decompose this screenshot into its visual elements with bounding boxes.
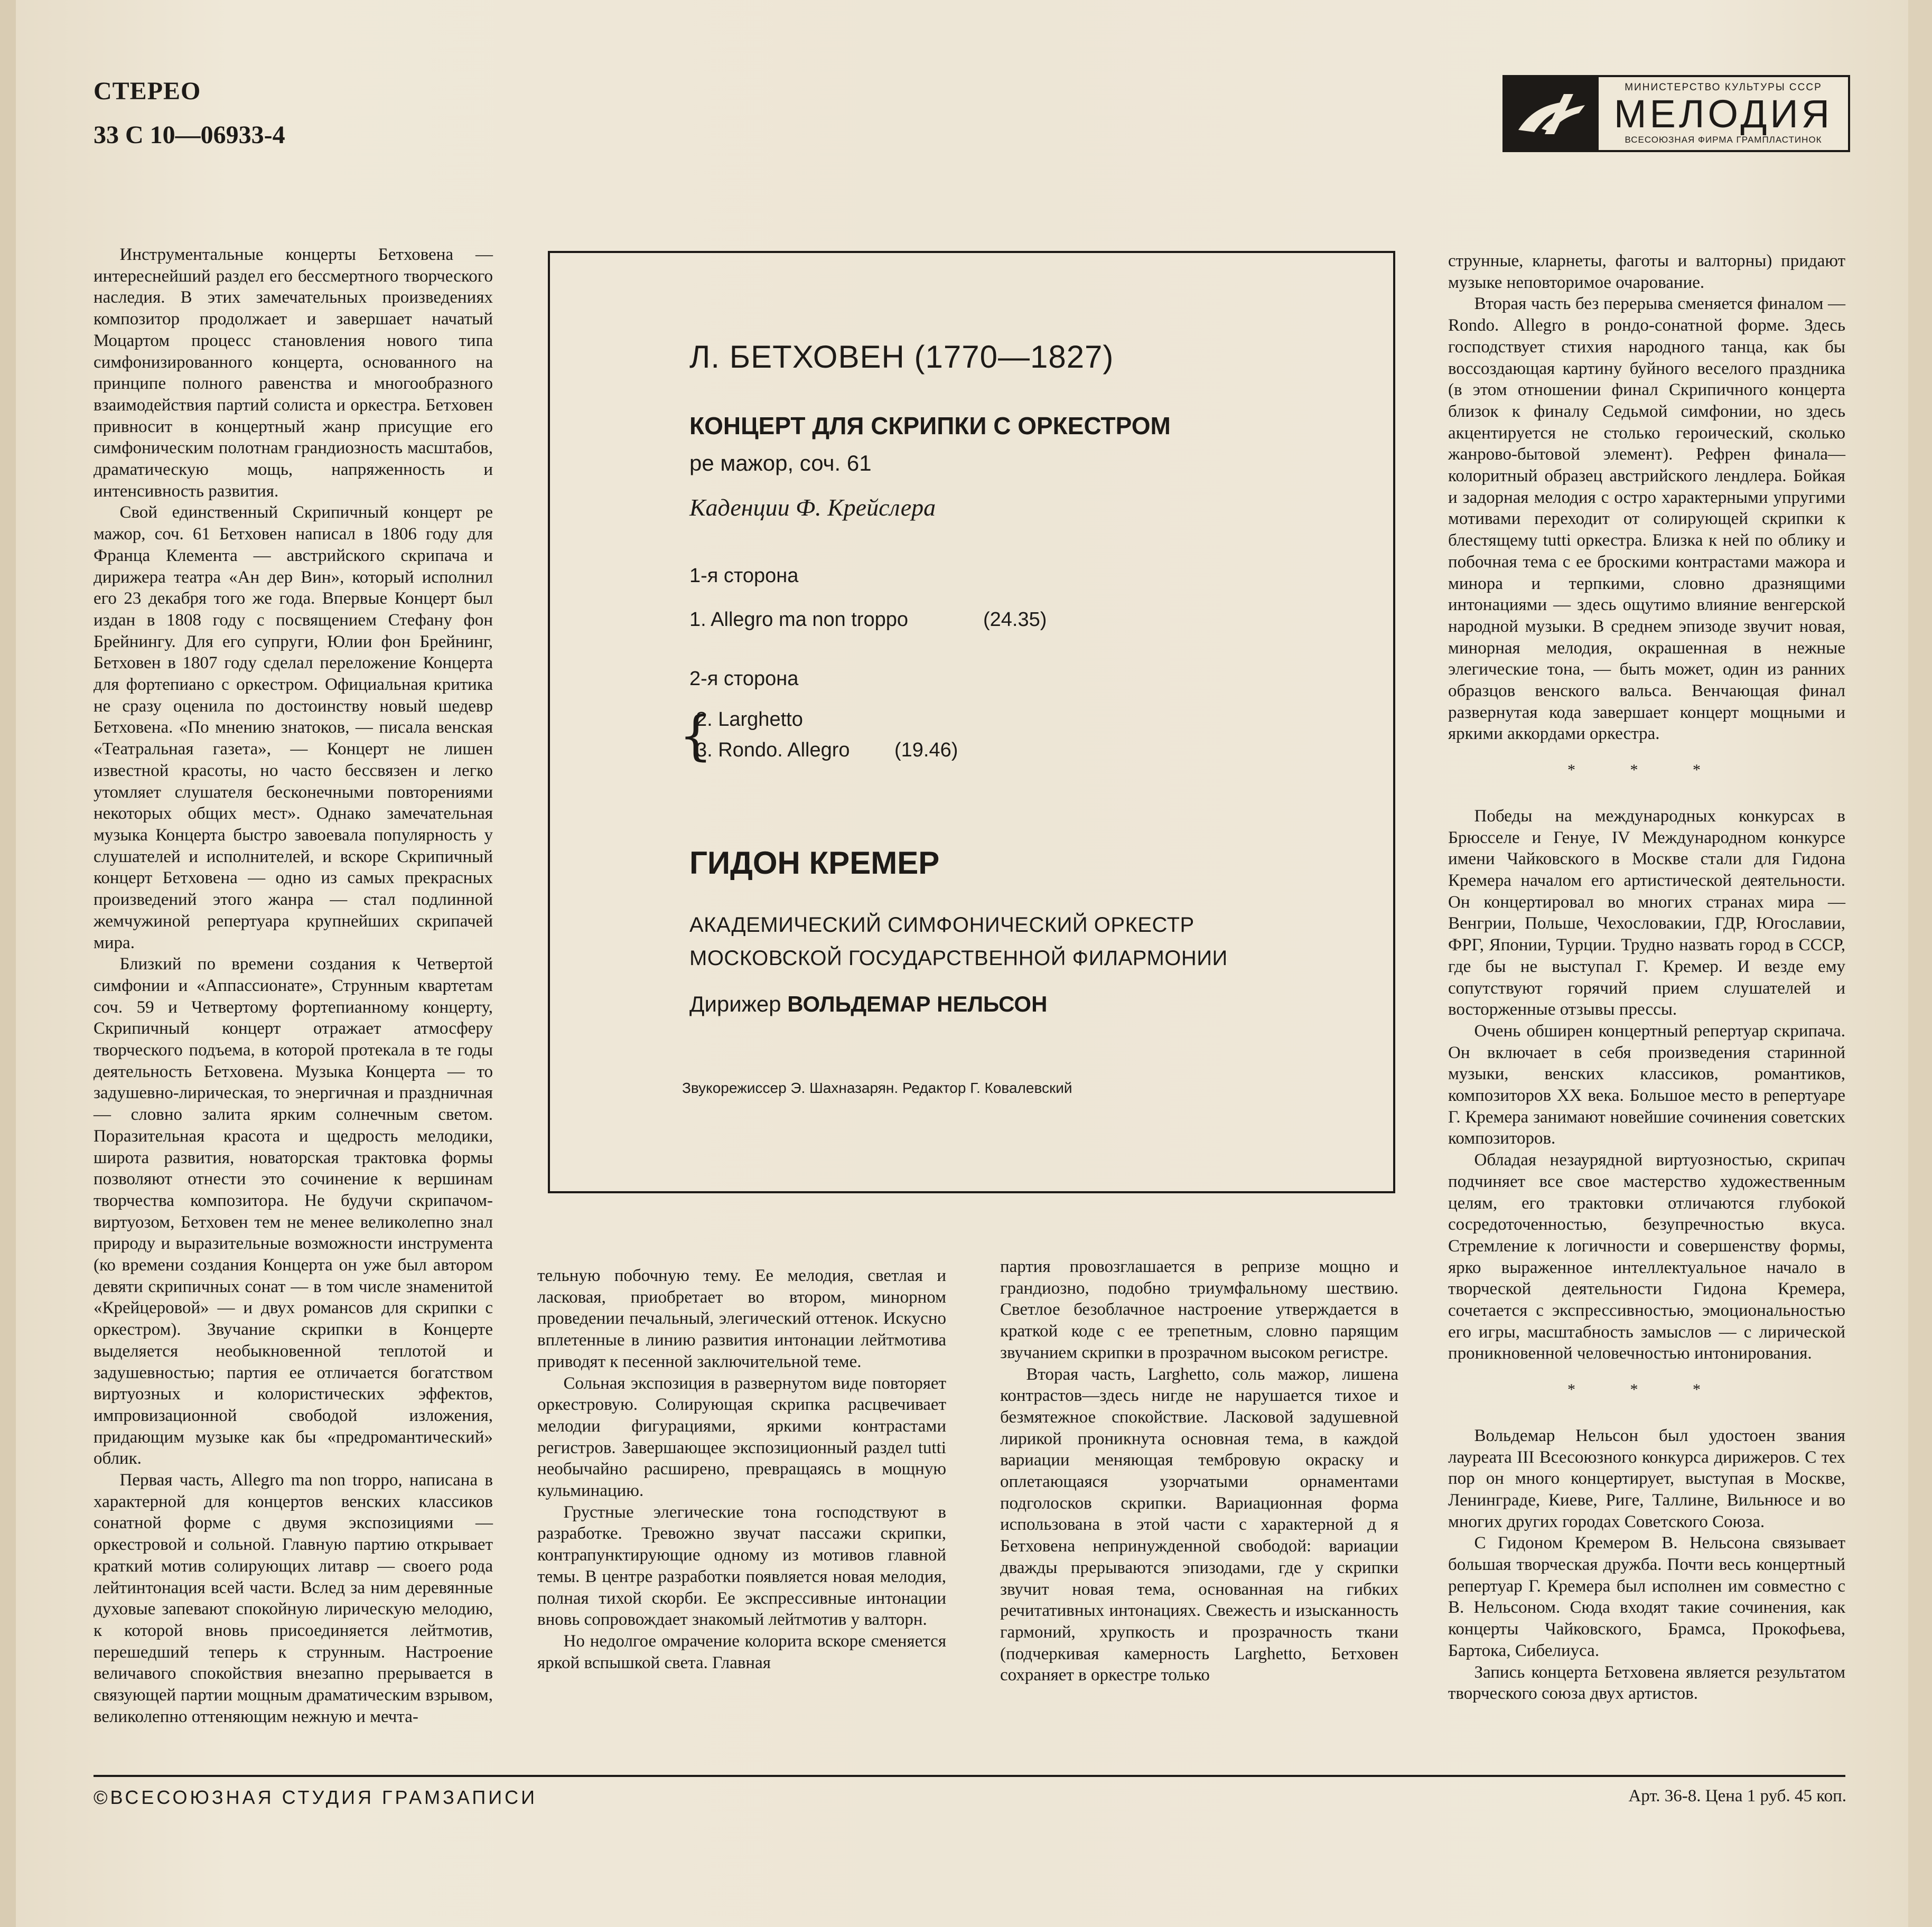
paragraph: Но недолгое омрачение колорита вскоре сменяется яркой вспышкой света. Главная (537, 1631, 946, 1672)
paragraph: тельную побочную тему. Ее мелодия, светлая и ласковая, приобретает во втором, минорном проведении печальный, элегический оттенок. Искусно вплетенные в линию развития интонации лейтмотива приводят к песенной заключительной теме. (537, 1266, 946, 1371)
text-column-2 (537, 1265, 946, 1673)
paragraph: Сольная экспозиция в развернутом виде повторяет оркестровую. Солирующая скрипка расцвечивает мелодии фигурациями, яркими контрастами регистров. Завершающее экспозиционный раздел tutti необычайно расширено, превращаясь в мощную кульминацию. (537, 1373, 946, 1501)
soloist-name: ГИДОН КРЕМЕР (689, 845, 940, 881)
text-column-4 (1448, 250, 1845, 1705)
side-2-label: 2-я сторона (689, 668, 799, 690)
side-1-label: 1-я сторона (689, 565, 799, 587)
logo-name: МЕЛОДИЯ (1613, 92, 1833, 136)
right-edge (1908, 0, 1932, 1927)
paragraph: Вторая часть, Larghetto, соль мажор, лишена контрастов—здесь нигде не нарушается тихое и безмятежное спокойствие. Ласковой задушевной лирикой проникнута основная тема, в каждой вариации меняющая тембровую окраску и оплетающаяся узорчатыми орнаментами подголосков скрипки. Вариационная форма использована в этой части с характерной д я Бетховена непринужденной свободой: вариации дважды прерываются эпизодами, где у скрипки звучит новая тема, основанная на гибких речитативных интонациях. Свежесть и изысканность гармоний, хрупкость и прозрачность ткани (подчеркивая камерность Larghetto, Бетховен сохраняет в оркестре только (1000, 1364, 1398, 1685)
catalog-number: 33 С 10—06933-4 (94, 121, 285, 149)
paragraph: Вторая часть без перерыва сменяется финалом — Rondo. Allegro в рондо-сонатной форме. Здесь господствует стихия народного танца, как бы воссоздающая картину буйного веселого праздника (в этом отношении финал Скрипичного концерта близок к финалу Седьмой симфонии, но здесь акцентируется не столько героический, сколько жанрово-бытовой элемент). Рефрен финала—колоритный образец австрийского лендлера. Бойкая и задорная мелодия с остро характерными упругими мотивами переходит от солирующей скрипки к блестящему tutti оркестра. Близка к ней по облику и побочная тема с ее броскими контрастами мажора и минора и терпкими, словно дразнящими интонациями — здесь ощутимо влияние венгерской народной музыки. В среднем эпизоде звучит новая, минорная мелодия, окрашенная в нежные элегические тона, — быть может, один из ранних образцов венского вальса. Венчающая финал развернутая кода завершает концерт мощными и яркими аккордами оркестра. (1448, 294, 1845, 744)
logo-top-line: МИНИСТЕРСТВО КУЛЬТУРЫ СССР (1625, 82, 1822, 93)
track-title: 3. Rondo. Allegro (696, 739, 850, 761)
orchestra-line: МОСКОВСКОЙ ГОСУДАРСТВЕННОЙ ФИЛАРМОНИИ (689, 947, 1228, 970)
paragraph: Обладая незаурядной виртуозностью, скрипач подчиняет все свое мастерство художественным целям, его трактовки отличаются глубокой сосредоточенностью, безупречностью вкуса. Стремление к логичности и совершенству формы, ярко выраженное интеллектуальное начало в творческой деятельности Гидона Кремера, сочетается с экспрессивностью, эмоциональностью его игры, масштабность замыслов — с лирической проникновенной человечностью интонирования. (1448, 1150, 1845, 1363)
cadenzas-note: Каденции Ф. Крейслера (689, 494, 936, 521)
paragraph: С Гидоном Кремером В. Нельсона связывает большая творческая дружба. Почти весь концертный репертуар Г. Кремера был исполнен им совместно с В. Нельсоном. Сюда входят такие сочинения, как концерты Чайковского, Брамса, Прокофьева, Бартока, Сибелиуса. (1448, 1533, 1845, 1660)
melodiya-logo (1502, 75, 1850, 152)
paragraph: Очень обширен концертный репертуар скрипача. Он включает в себя произведения старинной музыки, венских классиков, романтиков, композиторов XX века. Большое место в репертуаре Г. Кремера занимают новейшие сочинения советских композиторов. (1448, 1021, 1845, 1148)
paragraph: партия провозглашается в репризе мощно и грандиозно, подобно триумфальному шествию. Светлое безоблачное настроение утверждается в краткой коде с ее трепетным, словно парящим звучанием скрипки в прозрачном высоком регистре. (1000, 1257, 1398, 1362)
paragraph: Победы на международных конкурсах в Брюсселе и Генуе, IV Международном конкурсе имени Чайковского в Москве стали для Гидона Кремера началом его артистической деятельности. Он концертировал во многих странах мира — Венгрии, Польше, Чехословакии, ГДР, Югославии, ФРГ, Японии, Турции. Трудно назвать город в СССР, где бы не выступал Г. Кремер. И везде ему сопутствуют горячий прием слушателей и восторженные отзывы прессы. (1448, 806, 1845, 1019)
text-column-1 (94, 244, 493, 1728)
track-title: 1. Allegro ma non troppo (689, 609, 909, 631)
composer-title: Л. БЕТХОВЕН (1770—1827) (689, 339, 1114, 375)
program-box (548, 251, 1395, 1193)
paragraph: Инструментальные концерты Бетховена — интереснейший раздел его бессмертного творческого наследия. В этих замечательных произведениях композитор продолжает и завершает начатый Моцартом процесс становления нового типа симфонизированного концерта, основанного на принципе полного равенства и многообразного взаимодействия партий солиста и оркестра. Бетховен привносит в концертный жанр присущие его симфоническим полотнам грандиозность масштабов, драматическую мощь, напряженность и интенсивность развития. (94, 245, 493, 501)
work-key: ре мажор, соч. 61 (689, 451, 872, 475)
track-title: 2. Larghetto (696, 708, 803, 731)
paragraph: Грустные элегические тона господствуют в разработке. Тревожно звучат пассажи скрипки, контрапунктирующие одному из мотивов главной темы. В центре разработки появляется новая мелодия, полная тихой скорби. Ее экспрессивные интонации вновь сопровождает знакомый лейтмотив у валторн. (537, 1502, 946, 1630)
paragraph: Свой единственный Скрипичный концерт ре мажор, соч. 61 Бетховен написал в 1806 году для Франца Клемента — австрийского скрипача и дирижера театра «Ан дер Вин», который исполнил его 23 декабря того же года. Впервые Концерт был издан в 1808 году с посвящением Стефану фон Брейнингу. Для его супруги, Юлии фон Брейнинг, Бетховен в 1807 году сделал переложение Концерта для фортепиано с оркестром. Официальная критика не сразу оценила по достоинству новый шедевр Бетховена. «По мнению знатоков, — писала венская «Театральная газета», — Концерт не лишен известной красоты, но часто бессвязен и легко утомляет слушателя бесконечными повторениями некоторых общих мест». Однако замечательная музыка Концерта быстро завоевала популярность у слушателей и исполнителей, и вскоре Скрипичный концерт Бетховена — одно из самых прекрасных произведений этого жанра — стал подлинной жемчужиной репертуара крупнейших скрипачей мира. (94, 503, 493, 952)
section-divider: * * * (1567, 1381, 1726, 1399)
section-divider: * * * (1567, 761, 1726, 779)
paragraph: Первая часть, Allegro ma non troppo, написана в характерной для концертов венских классиков сонатной форме с двумя экспозициями — оркестровой и сольной. Главную партию открывает краткий мотив солирующих литавр — своего рода лейтинтонация всей части. Вслед за ним деревянные духовые запевают спокойную лирическую мелодию, к которой вновь присоединяется лейтмотив, перешедший теперь к струнным. Настроение величавого спокойствия внезапно прерывается в связующей партии мощным драматическим взрывом, великолепно оттеняющим нежную и мечта- (94, 1471, 493, 1726)
copyright-notice: ©ВСЕСОЮЗНАЯ СТУДИЯ ГРАМЗАПИСИ (94, 1786, 538, 1808)
conductor-label: Дирижер (689, 991, 781, 1016)
orchestra-line: АКАДЕМИЧЕСКИЙ СИМФОНИЧЕСКИЙ ОРКЕСТР (689, 913, 1194, 937)
footer-rule (94, 1775, 1845, 1777)
paragraph: струнные, кларнеты, фаготы и валторны) придают музыке неповторимое очарование. (1448, 251, 1845, 292)
paragraph: Вольдемар Нельсон был удостоен звания лауреата III Всесоюзного конкурса дирижеров. С тех пор он много концертирует, выступая в Москве, Ленинграде, Киеве, Риге, Таллине, Вильнюсе и во многих других городах Советского Союза. (1448, 1426, 1845, 1531)
brace-symbol: { (679, 705, 713, 766)
track-duration: (19.46) (894, 739, 958, 761)
track-duration: (24.35) (983, 609, 1047, 631)
work-title: КОНЦЕРТ ДЛЯ СКРИПКИ С ОРКЕСТРОМ (689, 412, 1171, 439)
production-credits: Звукорежиссер Э. Шахназарян. Редактор Г. Ковалевский (682, 1080, 1072, 1096)
paragraph: Запись концерта Бетховена является результатом творческого союза двух артистов. (1448, 1662, 1845, 1704)
left-edge (0, 0, 16, 1927)
melodiya-logo-icon (1505, 77, 1599, 150)
stereo-label: СТЕРЕО (94, 77, 201, 105)
logo-bottom-line: ВСЕСОЮЗНАЯ ФИРМА ГРАМПЛАСТИНОК (1625, 135, 1822, 145)
paragraph: Близкий по времени создания к Четвертой симфонии и «Аппассионате», Струнным квартетам соч. 59 и Четвертому фортепианному концерту, Скрипичный концерт отражает атмосферу творческого подъема, в которой протекала в те годы деятельность Бетховена. Музыка Концерта — то задушевно-лирическая, то энергичная и праздничная — словно залита ярким солнечным светом. Поразительная красота и щедрость мелодики, широта развития, новаторская трактовка формы позволяют отнести это сочинение к вершинам творчества композитора. Не будучи скрипачом-виртуозом, Бетховен тем не менее великолепно знал природу и выразительные возможности инструмента (ко времени создания Концерта он уже был автором девяти скрипичных сонат — в том числе знаменитой «Крейцеровой» — и двух романсов для скрипки с оркестром). Звучание скрипки в Концерте выделяется необыкновенной теплотой и задушевностью; партия ее отличается богатством виртуозных и колористических эффектов, импровизационной свободой изложения, придающим музыке как бы «предромантический» облик. (94, 955, 493, 1468)
conductor-line (689, 991, 1047, 1017)
text-column-3 (1000, 1256, 1398, 1686)
conductor-name: ВОЛЬДЕМАР НЕЛЬСОН (787, 991, 1048, 1016)
price-label: Арт. 36-8. Цена 1 руб. 45 коп. (1628, 1786, 1846, 1806)
